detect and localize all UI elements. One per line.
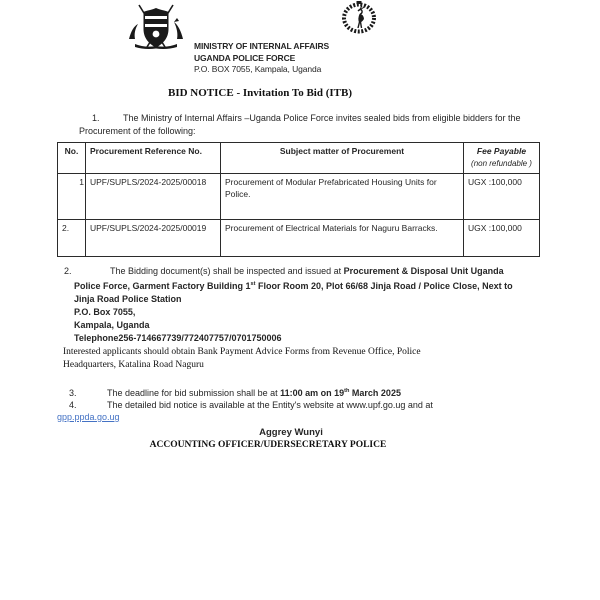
fee-payable-label: Fee Payable: [476, 146, 527, 156]
header-no: No.: [58, 143, 86, 174]
deadline-lead: The deadline for bid submission shall be at: [107, 388, 281, 398]
fee-note-label: (non refundable ): [471, 158, 532, 168]
force-name: UGANDA POLICE FORCE: [194, 52, 296, 63]
row1-no: 1: [58, 174, 86, 220]
deadline-datetime: [280, 388, 401, 398]
link-line: [57, 412, 120, 422]
deadline-month-year: March 2025: [349, 388, 401, 398]
ministry-name: MINISTRY OF INTERNAL AFFAIRS: [194, 41, 330, 51]
gpp-ppda-link[interactable]: gpp.ppda.go.ug: [57, 412, 120, 422]
inspection-po-box: P.O. Box 7055,: [74, 307, 136, 317]
inspection-address-part1: Procurement & Disposal Unit Uganda Police Force, Garment Factory Building 1: [74, 266, 504, 291]
po-box-address: P.O. BOX 7055, Kampala, Uganda: [194, 64, 322, 74]
availability-paragraph: [69, 399, 549, 412]
table-header-row: [58, 143, 540, 174]
inspection-city: Kampala, Uganda: [74, 320, 150, 330]
deadline-time-date: 11:00 am on 19: [280, 388, 345, 398]
row1-subject: Procurement of Modular Prefabricated Housing Units for Police.: [221, 174, 464, 220]
inspection-telephone: Telephone256-714667739/772407757/0701750006: [74, 333, 282, 343]
item2-number: 2.: [64, 266, 72, 276]
row2-reference: UPF/SUPLS/2024-2025/00019: [86, 220, 221, 257]
inspection-paragraph: [64, 265, 519, 345]
signatory-title: ACCOUNTING OFFICER/UDERSECRETARY POLICE: [149, 440, 387, 450]
uganda-coat-of-arms-icon: [125, 3, 187, 55]
document-title: BID NOTICE - Invitation To Bid (ITB): [168, 87, 352, 99]
intro-paragraph: [79, 112, 541, 138]
item4-number: 4.: [69, 400, 77, 410]
availability-text: The detailed bid notice is available at the Entity's website at www.upf.go.ug and at: [107, 400, 433, 410]
header-subject: Subject matter of Procurement: [221, 143, 464, 174]
inspection-address: [74, 266, 513, 343]
header-reference: Procurement Reference No.: [86, 143, 221, 174]
signatory-name: Aggrey Wunyi: [259, 427, 323, 438]
table-row: [58, 174, 540, 220]
ordinal-superscript: st: [250, 281, 256, 287]
bank-payment-note: Interested applicants should obtain Bank Payment Advice Forms from Revenue Office, Police Headquarters, Katalina Road Naguru: [63, 347, 421, 370]
row2-subject: Procurement of Electrical Materials for Naguru Barracks.: [221, 220, 464, 257]
deadline-paragraph: [69, 385, 549, 400]
row1-fee: UGX :100,000: [464, 174, 540, 220]
row1-reference: UPF/SUPLS/2024-2025/00018: [86, 174, 221, 220]
uganda-police-crest-icon: [340, 1, 378, 40]
row2-no: 2.: [58, 220, 86, 257]
row2-fee: UGX :100,000: [464, 220, 540, 257]
table-row: [58, 220, 540, 257]
inspection-address-part2: Floor Room 20, Plot 66/68 Jinja Road / Police Close, Next to Jinja Road Police Station: [74, 281, 513, 304]
letterhead: [194, 41, 329, 76]
header-fee: [464, 143, 540, 174]
procurement-table: [57, 142, 540, 257]
inspection-lead: The Bidding document(s) shall be inspected and issued at: [110, 266, 344, 276]
intro-text: The Ministry of Internal Affairs –Uganda Police Force invites sealed bids from eligible bidders for the Procurement of the following:: [79, 113, 521, 136]
ordinal-superscript: th: [344, 388, 350, 394]
item1-number: 1.: [92, 113, 100, 123]
item3-number: 3.: [69, 388, 77, 398]
